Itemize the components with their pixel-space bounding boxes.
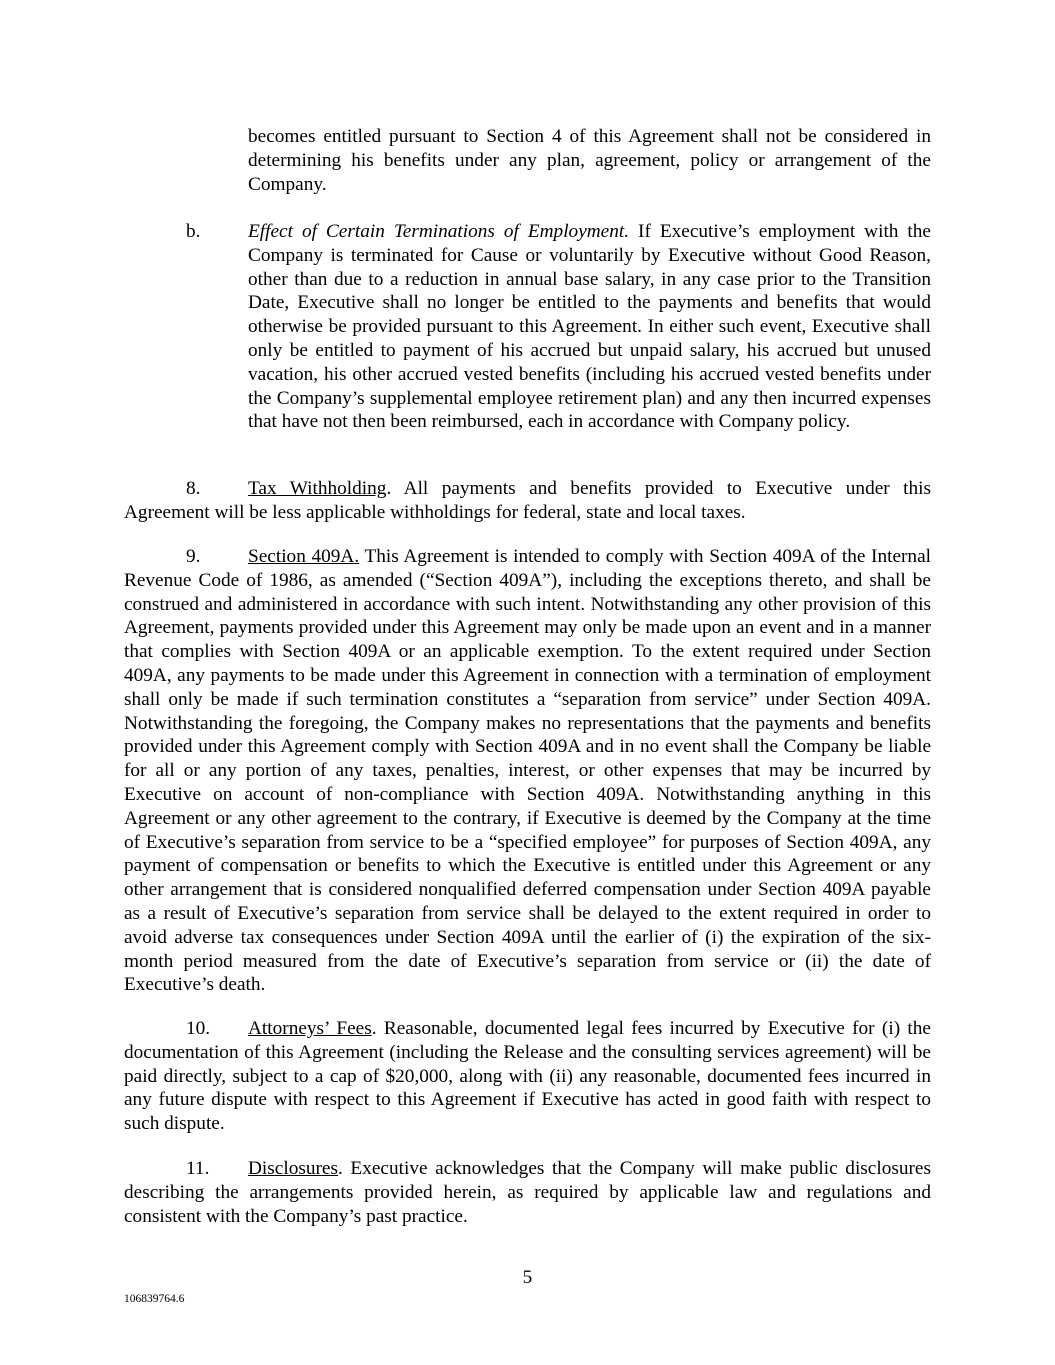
continuation-text: becomes entitled pursuant to Section 4 of this Agreement shall not be considered in determining his benefits under any plan, agreement, policy or arrangement of the Company. <box>248 126 931 195</box>
section-heading: Attorneys’ Fees <box>248 1018 372 1039</box>
section-body: . Executive acknowledges that the Company will make public disclosures describing the arrangements provided herein, as required by applicable law and regulations and consistent with the Company’s past practice. <box>124 1158 931 1227</box>
section-body: . Reasonable, documented legal fees incurred by Executive for (i) the documentation of this Agreement (including the Release and the consulting services agreement) will be paid directly, subject to a cap of $20,000, along with (ii) any reasonable, documented fees incurred in any future dispute with respect to this Agreement if Executive has acted in good faith with respect to such dispute. <box>124 1018 931 1135</box>
section-9-paragraph <box>124 545 931 997</box>
section-number: 10. <box>186 1018 211 1039</box>
document-id: 106839764.6 <box>124 1293 185 1305</box>
section-number: 11. <box>186 1158 210 1179</box>
section-heading: Tax Withholding <box>248 478 387 499</box>
section-8-paragraph <box>124 477 931 525</box>
page-number: 5 <box>522 1267 533 1288</box>
subsection-heading: Effect of Certain Terminations of Employment. <box>248 221 630 242</box>
subsection-body: If Executive’s employment with the Company is terminated for Cause or voluntarily by Executive without Good Reason, other than due to a reduction in annual base salary, in any case prior to the Transition Date, Executive shall no longer be entitled to the payments and benefits that would otherwise be provided pursuant to this Agreement. In either such event, Executive shall only be entitled to payment of his accrued but unpaid salary, his accrued but unused vacation, his other accrued vested benefits (including his accrued vested benefits under the Company’s supplemental employee retirement plan) and any then incurred expenses that have not then been reimbursed, each in accordance with Company policy. <box>248 221 931 433</box>
section-heading: Disclosures <box>248 1158 338 1179</box>
subsection-marker: b. <box>186 221 201 242</box>
section-11-paragraph <box>124 1157 931 1228</box>
section-body: This Agreement is intended to comply with Section 409A of the Internal Revenue Code of 1986, as amended (“Section 409A”), including the exceptions thereto, and shall be construed and administered in accordance with such intent. Notwithstanding any other provision of this Agreement, payments provided under this Agreement may only be made upon an event and in a manner that complies with Section 409A or an applicable exemption. To the extent required under Section 409A, any payments to be made under this Agreement in connection with a termination of employment shall only be made if such termination constitutes a “separation from service” under Section 409A. Notwithstanding the foregoing, the Company makes no representations that the payments and benefits provided under this Agreement comply with Section 409A and in no event shall the Company be liable for all or any portion of any taxes, penalties, interest, or other expenses that may be incurred by Executive on account of non-compliance with Section 409A. Notwithstanding anything in this Agreement or any other agreement to the contrary, if Executive is deemed by the Company at the time of Executive’s separation from service to be a “specified employee” for purposes of Section 409A, any payment of compensation or benefits to which the Executive is entitled under this Agreement or any other arrangement that is considered nonqualified deferred compensation under Section 409A payable as a result of Executive’s separation from service shall be delayed to the extent required in order to avoid adverse tax consequences under Section 409A until the earlier of (i) the expiration of the six-month period measured from the date of Executive’s separation from service or (ii) the date of Executive’s death. <box>124 546 931 996</box>
section-10-paragraph <box>124 1017 931 1136</box>
section-body: . All payments and benefits provided to Executive under this Agreement will be less applicable withholdings for federal, state and local taxes. <box>124 478 931 523</box>
section-number: 9. <box>186 546 201 567</box>
section-heading: Section 409A. <box>248 546 360 567</box>
section-number: 8. <box>186 478 201 499</box>
continuation-paragraph <box>248 125 931 196</box>
subsection-7b-paragraph <box>248 220 931 434</box>
